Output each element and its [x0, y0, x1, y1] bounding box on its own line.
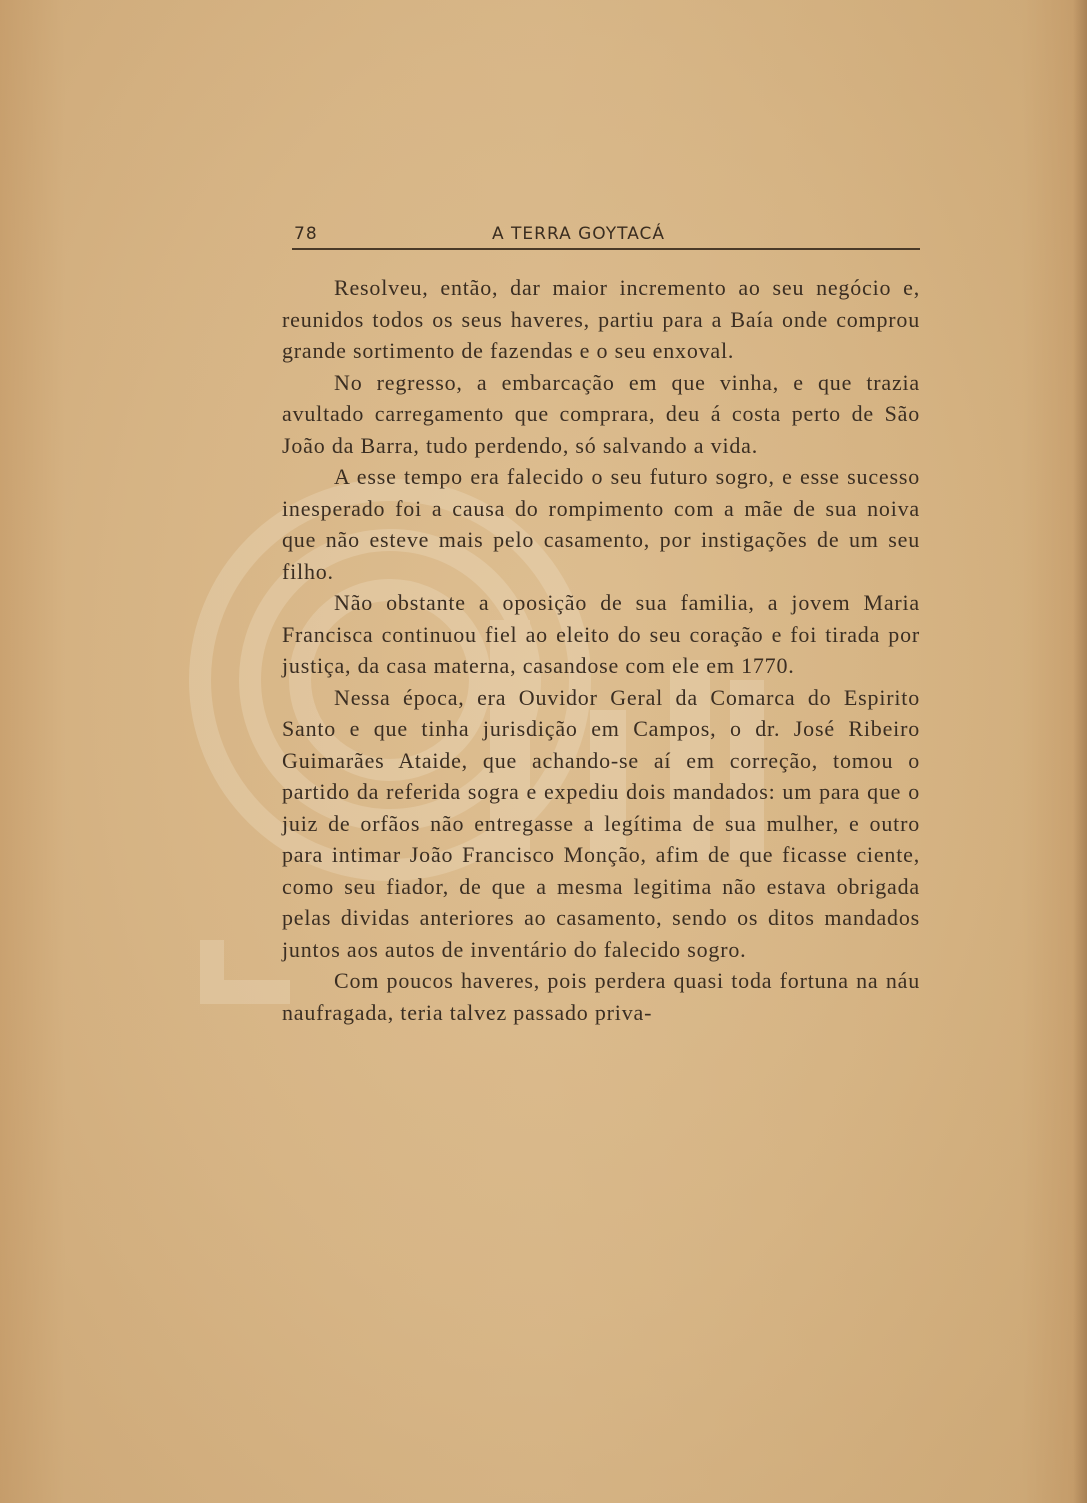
paragraph: No regresso, a embarcação em que vinha, e que trazia avultado carregamento que comprara, deu á costa perto de São João da Barra, tudo perdendo, só salvando a vida. [282, 369, 920, 458]
paragraph: Com poucos haveres, pois perdera quasi toda fortuna na náu naufragada, teria talvez passado priva- [282, 968, 920, 1025]
paragraph: A esse tempo era falecido o seu futuro sogro, e esse sucesso inesperado foi a causa do rompimento com a mãe de sua noiva que não esteve mais pelo casamento, por instigações de um seu filho. [282, 464, 920, 584]
paragraph: Resolveu, então, dar maior incremento ao seu negócio e, reunidos todos os seus haveres, partiu para a Baía onde comprou grande sortimento de fazendas e o seu enxoval. [282, 275, 920, 363]
page-header [292, 222, 920, 250]
paragraph: Nessa época, era Ouvidor Geral da Comarca do Espirito Santo e que tinha jurisdição em Campos, o dr. José Ribeiro Guimarães Ataide, que achando-se aí em correção, tomou o partido da referida sogra e expediu dois mandados: um para que o juiz de orfãos não entregasse a legítima de sua mulher, e outro para intimar João Francisco Monção, afim de que ficasse ciente, como seu fiador, de que a mesma legitima não estava obrigada pelas dividas anteriores ao casamento, sendo os ditos mandados juntos aos autos de inventário do falecido sogro. [282, 684, 920, 962]
running-title: A TERRA GOYTACÁ [492, 224, 666, 244]
page-number: 78 [294, 224, 318, 244]
paragraph: Não obstante a oposição de sua familia, a jovem Maria Francisca continuou fiel ao eleito do seu coração e foi tirada por justiça, da casa materna, casandose com ele em 1770. [282, 590, 920, 678]
body-text [282, 272, 920, 1028]
header-rule [292, 248, 920, 250]
page-edge-shadow [1073, 0, 1087, 1503]
